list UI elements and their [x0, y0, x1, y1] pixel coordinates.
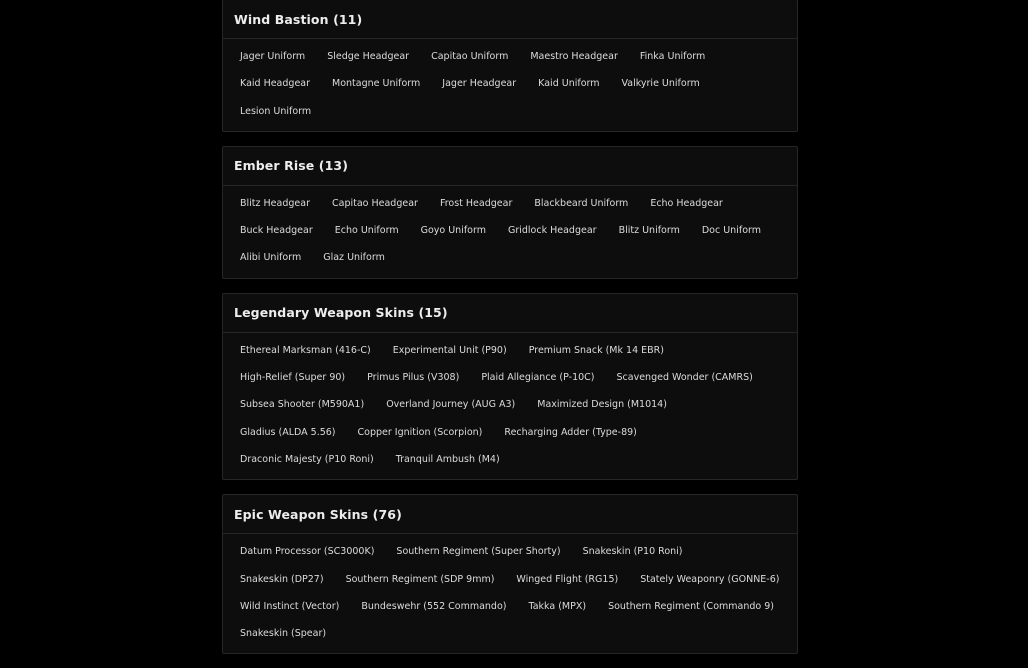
reward-item[interactable]: Takka (MPX)	[528, 600, 587, 612]
reward-item[interactable]: Capitao Headgear	[331, 197, 418, 209]
section-title: Legendary Weapon Skins (15)	[234, 305, 448, 321]
reward-item[interactable]: Jager Headgear	[442, 78, 517, 90]
reward-item[interactable]: Southern Regiment (Super Shorty)	[396, 546, 561, 558]
reward-item[interactable]: Experimental Unit (P90)	[392, 344, 507, 356]
reward-item[interactable]: Bundeswehr (552 Commando)	[361, 600, 507, 612]
reward-item[interactable]: Southern Regiment (Commando 9)	[608, 600, 774, 612]
reward-item[interactable]: Echo Uniform	[334, 225, 399, 237]
reward-item[interactable]: Southern Regiment (SDP 9mm)	[345, 573, 495, 585]
reward-item[interactable]: Datum Processor (SC3000K)	[240, 546, 375, 558]
reward-item[interactable]: Snakeskin (DP27)	[240, 573, 324, 585]
section-items	[223, 186, 797, 278]
section-title: Epic Weapon Skins (76)	[234, 506, 402, 522]
reward-item[interactable]: Goyo Uniform	[420, 225, 486, 237]
reward-item[interactable]: Overland Journey (AUG A3)	[386, 399, 516, 411]
reward-item[interactable]: Echo Headgear	[650, 197, 723, 209]
reward-item[interactable]: Montagne Uniform	[332, 78, 421, 90]
reward-item[interactable]: Winged Flight (RG15)	[516, 573, 619, 585]
reward-item[interactable]: Valkyrie Uniform	[621, 78, 700, 90]
reward-item[interactable]: Stately Weaponry (GONNE-6)	[640, 573, 780, 585]
reward-item[interactable]: Draconic Majesty (P10 Roni)	[240, 453, 374, 465]
reward-item[interactable]: Premium Snack (Mk 14 EBR)	[528, 344, 664, 356]
section-header[interactable]	[223, 147, 797, 186]
reward-item[interactable]: Buck Headgear	[240, 225, 313, 237]
reward-item[interactable]: Tranquil Ambush (M4)	[395, 453, 500, 465]
reward-item[interactable]: Scavenged Wonder (CAMRS)	[616, 372, 753, 384]
reward-item[interactable]: Snakeskin (P10 Roni)	[582, 546, 683, 558]
section-header[interactable]	[223, 294, 797, 333]
reward-item[interactable]: Gladius (ALDA 5.56)	[240, 426, 336, 438]
reward-item[interactable]: Recharging Adder (Type-89)	[504, 426, 637, 438]
reward-item[interactable]: Blitz Headgear	[240, 197, 310, 209]
reward-list	[222, 0, 798, 668]
section-title: Ember Rise (13)	[234, 158, 349, 174]
reward-item[interactable]: Glaz Uniform	[323, 252, 385, 264]
section-items	[223, 534, 797, 653]
reward-item[interactable]: Wild Instinct (Vector)	[240, 600, 340, 612]
reward-item[interactable]: Frost Headgear	[439, 197, 513, 209]
section-items	[223, 333, 797, 479]
section-panel	[222, 293, 798, 480]
reward-item[interactable]: Finka Uniform	[639, 51, 706, 62]
reward-item[interactable]: Sledge Headgear	[327, 51, 410, 62]
reward-item[interactable]: Copper Ignition (Scorpion)	[357, 426, 483, 438]
reward-item[interactable]: Maximized Design (M1014)	[537, 399, 667, 411]
reward-item[interactable]: Jager Uniform	[240, 51, 306, 62]
section-header[interactable]	[223, 495, 797, 534]
reward-item[interactable]: Lesion Uniform	[240, 105, 312, 117]
reward-item[interactable]: Gridlock Headgear	[507, 225, 597, 237]
reward-item[interactable]: Doc Uniform	[701, 225, 761, 237]
section-items	[223, 39, 797, 131]
reward-item[interactable]: Alibi Uniform	[240, 252, 302, 264]
reward-item[interactable]: Snakeskin (Spear)	[240, 628, 327, 640]
reward-item[interactable]: Maestro Headgear	[530, 51, 618, 62]
reward-item[interactable]: Kaid Uniform	[538, 78, 600, 90]
section-panel	[222, 146, 798, 279]
reward-item[interactable]: Ethereal Marksman (416-C)	[240, 344, 371, 356]
reward-item[interactable]: Primus Pilus (V308)	[367, 372, 460, 384]
section-panel	[222, 0, 798, 132]
reward-item[interactable]: High-Relief (Super 90)	[240, 372, 346, 384]
section-title: Wind Bastion (11)	[234, 11, 363, 27]
reward-item[interactable]: Blitz Uniform	[618, 225, 680, 237]
reward-item[interactable]: Kaid Headgear	[240, 78, 311, 90]
section-panel	[222, 494, 798, 654]
reward-item[interactable]: Capitao Uniform	[431, 51, 509, 62]
section-header[interactable]	[223, 0, 797, 39]
reward-item[interactable]: Blackbeard Uniform	[534, 197, 629, 209]
reward-item[interactable]: Plaid Allegiance (P-10C)	[481, 372, 595, 384]
reward-item[interactable]: Subsea Shooter (M590A1)	[240, 399, 365, 411]
